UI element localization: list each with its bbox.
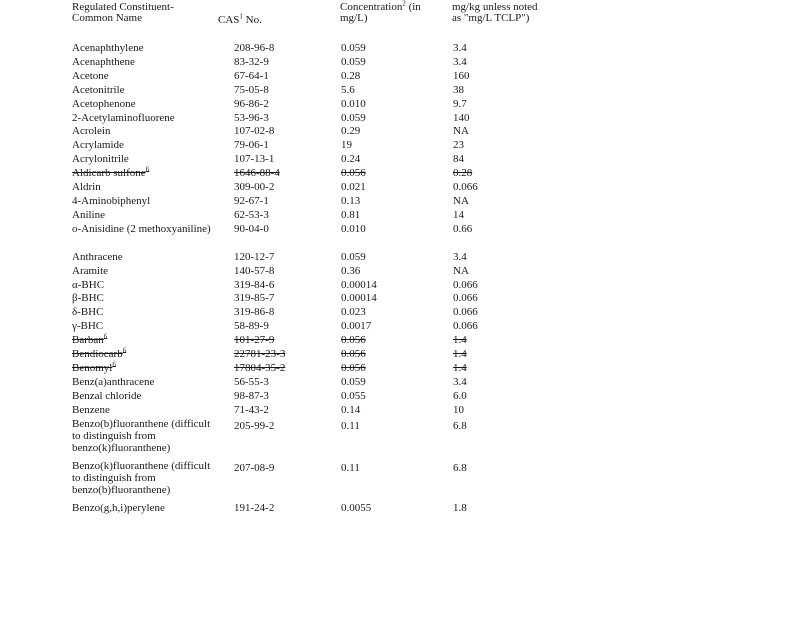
cas-number xyxy=(234,153,274,165)
constituent-name-text: Anthracene xyxy=(72,250,123,263)
cas-number xyxy=(234,376,269,388)
constituent-name-text: Acrylonitrile xyxy=(72,153,129,166)
concentration-value-text: 0.11 xyxy=(341,419,360,432)
concentration-value xyxy=(341,265,360,277)
concentration-value-text: 0.023 xyxy=(341,306,366,319)
header-mgkg-line1: mg/kg unless noted xyxy=(452,1,538,13)
mgkg-value xyxy=(453,84,464,96)
mgkg-value-text: 3.4 xyxy=(453,42,467,54)
mgkg-value xyxy=(453,98,467,110)
mgkg-value xyxy=(453,251,467,263)
mgkg-value-text: 0.66 xyxy=(453,222,473,235)
mgkg-value xyxy=(453,334,467,346)
concentration-value xyxy=(341,320,371,332)
mgkg-value-text: 10 xyxy=(453,403,464,416)
constituent-name-text: Acenaphthene xyxy=(72,55,135,68)
concentration-value-text: 0.059 xyxy=(341,375,366,388)
constituent-name-text: Aramite xyxy=(72,264,109,277)
constituent-name-text: Barban xyxy=(72,334,104,347)
constituent-name-text: γ-BHC xyxy=(72,320,104,333)
footnote-marker: 6 xyxy=(145,165,150,174)
constituent-name xyxy=(72,279,222,291)
cas-number-text: 90-04-0 xyxy=(234,222,269,235)
constituent-name-text: Benzo(g,h,i)perylene xyxy=(72,501,165,514)
mgkg-value-text: 1.8 xyxy=(453,501,467,514)
mgkg-value xyxy=(453,265,469,277)
cas-number xyxy=(234,181,274,193)
concentration-value-text: 0.059 xyxy=(341,55,366,68)
concentration-value xyxy=(341,348,366,360)
mgkg-value-text: NA xyxy=(453,125,469,138)
constituent-name-text: Benzo(k)fluoranthene (difficult to distinguish from benzo(b)fluoranthene) xyxy=(72,459,211,496)
mgkg-value xyxy=(453,181,478,193)
mgkg-value-text: NA xyxy=(453,194,469,207)
mgkg-value-text: 1.4 xyxy=(453,334,467,347)
concentration-value xyxy=(341,390,366,402)
concentration-value-text: 0.00014 xyxy=(341,292,377,305)
constituent-name-text: Benzal chloride xyxy=(72,389,142,402)
concentration-value-text: 0.059 xyxy=(341,42,366,54)
mgkg-value xyxy=(453,125,469,137)
constituent-name xyxy=(72,167,222,179)
mgkg-value-text: 14 xyxy=(453,208,464,221)
concentration-value xyxy=(341,153,360,165)
concentration-value xyxy=(341,376,366,388)
concentration-value xyxy=(341,209,360,221)
cas-number xyxy=(234,306,274,318)
cas-number xyxy=(234,195,269,207)
constituent-name xyxy=(72,251,222,263)
constituent-name xyxy=(72,362,222,374)
mgkg-value-text: 0.066 xyxy=(453,181,478,193)
constituent-name-text: 4-Aminobiphenyl xyxy=(72,194,151,207)
constituent-name-text: Bendiocarb xyxy=(72,348,123,360)
constituent-name xyxy=(72,70,222,82)
cas-number-text: 98-87-3 xyxy=(234,389,269,402)
cas-number xyxy=(234,265,274,277)
mgkg-value xyxy=(453,320,478,332)
header-name-line1: Regulated Constituent- xyxy=(72,1,174,13)
constituent-name xyxy=(72,320,222,332)
cas-number xyxy=(234,112,269,124)
concentration-value-text: 0.056 xyxy=(341,348,366,360)
concentration-value-text: 0.00014 xyxy=(341,278,377,291)
concentration-value-text: 0.055 xyxy=(341,389,366,402)
concentration-value-text: 0.056 xyxy=(341,361,366,374)
constituent-name xyxy=(72,56,222,68)
mgkg-value xyxy=(453,209,464,221)
mgkg-value-text: 6.8 xyxy=(453,419,467,432)
cas-number xyxy=(234,348,285,360)
cas-number xyxy=(234,42,274,54)
cas-number-text: 53-96-3 xyxy=(234,111,269,124)
mgkg-value xyxy=(453,167,472,179)
constituent-name xyxy=(72,418,212,454)
mgkg-value xyxy=(453,223,472,235)
constituent-name xyxy=(72,181,222,193)
concentration-value-text: 0.059 xyxy=(341,111,366,124)
mgkg-value-text: 6.0 xyxy=(453,389,467,402)
mgkg-value-text: NA xyxy=(453,264,469,277)
constituent-name xyxy=(72,306,222,318)
cas-number-text: 107-02-8 xyxy=(234,125,275,138)
mgkg-value xyxy=(453,404,464,416)
concentration-value xyxy=(341,292,377,304)
cas-number-text: 191-24-2 xyxy=(234,501,275,514)
cas-number-text: 62-53-3 xyxy=(234,208,269,221)
cas-number-text: 319-85-7 xyxy=(234,292,275,305)
cas-number-text: 107-13-1 xyxy=(234,153,275,166)
header-cas-suffix: No. xyxy=(242,14,262,26)
mgkg-value xyxy=(453,462,467,474)
constituent-name xyxy=(72,209,222,221)
cas-number xyxy=(234,334,274,346)
cas-number xyxy=(234,292,274,304)
mgkg-value xyxy=(453,42,467,54)
concentration-value xyxy=(341,306,366,318)
concentration-value xyxy=(341,84,355,96)
cas-number xyxy=(234,462,274,474)
constituent-name-text: Acenaphthylene xyxy=(72,42,144,54)
concentration-value xyxy=(341,362,366,374)
concentration-value xyxy=(341,139,352,151)
constituent-name xyxy=(72,195,222,207)
cas-number-text: 1646-88-4 xyxy=(234,167,280,180)
cas-number xyxy=(234,70,269,82)
concentration-value xyxy=(341,334,366,346)
mgkg-value xyxy=(453,306,478,318)
cas-number-text: 319-84-6 xyxy=(234,278,275,291)
concentration-value-text: 0.13 xyxy=(341,194,361,207)
concentration-value xyxy=(341,125,360,137)
header-conc-line2: mg/L) xyxy=(340,12,368,24)
cas-number xyxy=(234,139,269,151)
cas-number-text: 71-43-2 xyxy=(234,403,269,416)
mgkg-value-text: 0.066 xyxy=(453,306,478,319)
mgkg-value xyxy=(453,348,467,360)
mgkg-value-text: 1.4 xyxy=(453,361,467,374)
constituent-name-text: α-BHC xyxy=(72,278,105,291)
mgkg-value xyxy=(453,362,467,374)
concentration-value xyxy=(341,70,360,82)
concentration-value-text: 19 xyxy=(341,139,352,152)
concentration-value xyxy=(341,195,360,207)
cas-number-text: 319-86-8 xyxy=(234,306,275,319)
cas-number xyxy=(234,420,274,432)
mgkg-value-text: 0.066 xyxy=(453,320,478,333)
concentration-value xyxy=(341,462,360,474)
cas-number-text: 101-27-9 xyxy=(234,334,275,347)
concentration-value-text: 5.6 xyxy=(341,83,355,96)
constituent-name xyxy=(72,223,222,235)
concentration-value-text: 0.24 xyxy=(341,153,361,166)
mgkg-value-text: 1.4 xyxy=(453,348,467,360)
header-cas-footnote: 1 xyxy=(239,12,243,21)
mgkg-value-text: 0.066 xyxy=(453,292,478,305)
cas-number-text: 140-57-8 xyxy=(234,264,275,277)
constituent-name xyxy=(72,460,212,496)
concentration-value-text: 0.021 xyxy=(341,181,366,193)
constituent-name-text: Acetophenone xyxy=(72,97,136,110)
concentration-value xyxy=(341,223,366,235)
constituent-name xyxy=(72,125,222,137)
constituent-name-text: β-BHC xyxy=(72,292,104,305)
cas-number-text: 208-96-8 xyxy=(234,42,275,54)
mgkg-value-text: 6.8 xyxy=(453,461,467,474)
mgkg-value-text: 160 xyxy=(453,69,470,82)
header-conc-line1-tail: (in xyxy=(405,1,421,13)
concentration-value-text: 0.14 xyxy=(341,403,361,416)
mgkg-value xyxy=(453,112,470,124)
concentration-value xyxy=(341,42,366,54)
mgkg-value-text: 3.4 xyxy=(453,250,467,263)
concentration-value xyxy=(341,251,366,263)
header-mgkg-line2: as "mg/L TCLP") xyxy=(452,12,530,24)
cas-number xyxy=(234,98,269,110)
mgkg-value-text: 84 xyxy=(453,153,464,166)
concentration-value xyxy=(341,502,371,514)
mgkg-value xyxy=(453,139,464,151)
mgkg-value-text: 38 xyxy=(453,83,464,96)
constituent-name xyxy=(72,153,222,165)
cas-number xyxy=(234,362,285,374)
mgkg-value-text: 9.7 xyxy=(453,97,467,110)
concentration-value-text: 0.056 xyxy=(341,167,366,180)
mgkg-value xyxy=(453,56,467,68)
constituent-name xyxy=(72,334,222,346)
footnote-marker: 6 xyxy=(103,332,108,341)
mgkg-value-text: 23 xyxy=(453,139,464,152)
cas-number-text: 205-99-2 xyxy=(234,419,275,432)
constituent-name-text: o-Anisidine (2 methoxyaniline) xyxy=(72,222,211,235)
cas-number-text: 17804-35-2 xyxy=(234,361,286,374)
constituent-name xyxy=(72,292,222,304)
mgkg-value xyxy=(453,279,478,291)
concentration-value-text: 0.056 xyxy=(341,334,366,347)
header-conc-footnote: 2 xyxy=(402,0,406,8)
cas-number-text: 96-86-2 xyxy=(234,97,269,110)
constituent-name-text: Aldrin xyxy=(72,181,101,193)
cas-number-text: 56-55-3 xyxy=(234,375,269,388)
concentration-value-text: 0.0017 xyxy=(341,320,372,333)
concentration-value xyxy=(341,181,366,193)
constituent-name xyxy=(72,404,222,416)
cas-number xyxy=(234,167,280,179)
constituent-name-text: Benz(a)anthracene xyxy=(72,375,155,388)
constituent-name-text: Acrolein xyxy=(72,125,111,138)
cas-number xyxy=(234,84,269,96)
mgkg-value xyxy=(453,70,470,82)
mgkg-value-text: 3.4 xyxy=(453,375,467,388)
constituent-name-text: Benzo(b)fluoranthene (difficult to distinguish from benzo(k)fluoranthene) xyxy=(72,417,211,454)
constituent-name-text: Benzene xyxy=(72,403,110,416)
cas-number-text: 309-00-2 xyxy=(234,181,275,193)
constituent-name xyxy=(72,42,222,54)
mgkg-value xyxy=(453,195,469,207)
mgkg-value xyxy=(453,420,467,432)
constituent-name xyxy=(72,98,222,110)
constituent-name-text: Acetone xyxy=(72,69,109,82)
mgkg-value xyxy=(453,390,467,402)
header-cas-text: CAS xyxy=(218,14,240,26)
concentration-value-text: 0.010 xyxy=(341,97,366,110)
mgkg-value xyxy=(453,292,478,304)
cas-number-text: 75-05-8 xyxy=(234,83,269,96)
cas-number-text: 67-64-1 xyxy=(234,69,269,82)
mgkg-value-text: 3.4 xyxy=(453,55,467,68)
constituent-name xyxy=(72,376,222,388)
cas-number xyxy=(234,251,274,263)
cas-number xyxy=(234,390,269,402)
cas-number-text: 207-08-9 xyxy=(234,461,275,474)
concentration-value xyxy=(341,167,366,179)
concentration-value xyxy=(341,420,360,432)
cas-number-text: 58-89-9 xyxy=(234,320,269,333)
constituent-name xyxy=(72,84,222,96)
concentration-value-text: 0.010 xyxy=(341,222,366,235)
concentration-value-text: 0.059 xyxy=(341,250,366,263)
mgkg-value-text: 140 xyxy=(453,111,470,124)
constituent-name xyxy=(72,390,222,402)
concentration-value xyxy=(341,279,377,291)
constituent-name-text: δ-BHC xyxy=(72,306,104,319)
header-name-line2: Common Name xyxy=(72,12,142,24)
constituent-name-text: Acrylamide xyxy=(72,139,124,152)
cas-number-text: 22781-23-3 xyxy=(234,348,286,360)
cas-number-text: 79-06-1 xyxy=(234,139,269,152)
cas-number xyxy=(234,502,274,514)
constituent-name-text: Acetonitrile xyxy=(72,83,125,96)
constituent-name-text: 2-Acetylaminofluorene xyxy=(72,111,175,124)
constituent-name xyxy=(72,139,222,151)
concentration-value xyxy=(341,98,366,110)
cas-number xyxy=(234,320,269,332)
concentration-value-text: 0.0055 xyxy=(341,501,372,514)
cas-number-text: 83-32-9 xyxy=(234,55,269,68)
cas-number xyxy=(234,209,269,221)
footnote-marker: 6 xyxy=(112,360,116,369)
concentration-value xyxy=(341,56,366,68)
mgkg-value xyxy=(453,376,467,388)
concentration-value xyxy=(341,112,366,124)
footnote-marker: 6 xyxy=(122,346,127,355)
concentration-value-text: 0.29 xyxy=(341,125,361,138)
constituent-name xyxy=(72,502,222,514)
mgkg-value-text: 0.066 xyxy=(453,278,478,291)
cas-number xyxy=(234,56,269,68)
cas-number-text: 120-12-7 xyxy=(234,250,275,263)
constituent-name-text: Aldicarb sulfone xyxy=(72,167,146,180)
mgkg-value-text: 0.28 xyxy=(453,167,473,180)
constituent-name-text: Benomyl xyxy=(72,361,113,374)
constituent-name xyxy=(72,265,222,277)
concentration-value-text: 0.36 xyxy=(341,264,361,277)
cas-number-text: 92-67-1 xyxy=(234,194,269,207)
constituent-name xyxy=(72,348,222,360)
concentration-value xyxy=(341,404,360,416)
constituent-name xyxy=(72,112,222,124)
cas-number xyxy=(234,404,269,416)
concentration-value-text: 0.81 xyxy=(341,208,361,221)
constituent-name-text: Aniline xyxy=(72,208,105,221)
cas-number xyxy=(234,279,274,291)
mgkg-value xyxy=(453,502,467,514)
concentration-value-text: 0.11 xyxy=(341,461,360,474)
cas-number xyxy=(234,125,274,137)
header-conc-line1: Concentration xyxy=(340,1,403,13)
concentration-value-text: 0.28 xyxy=(341,69,361,82)
mgkg-value xyxy=(453,153,464,165)
cas-number xyxy=(234,223,269,235)
